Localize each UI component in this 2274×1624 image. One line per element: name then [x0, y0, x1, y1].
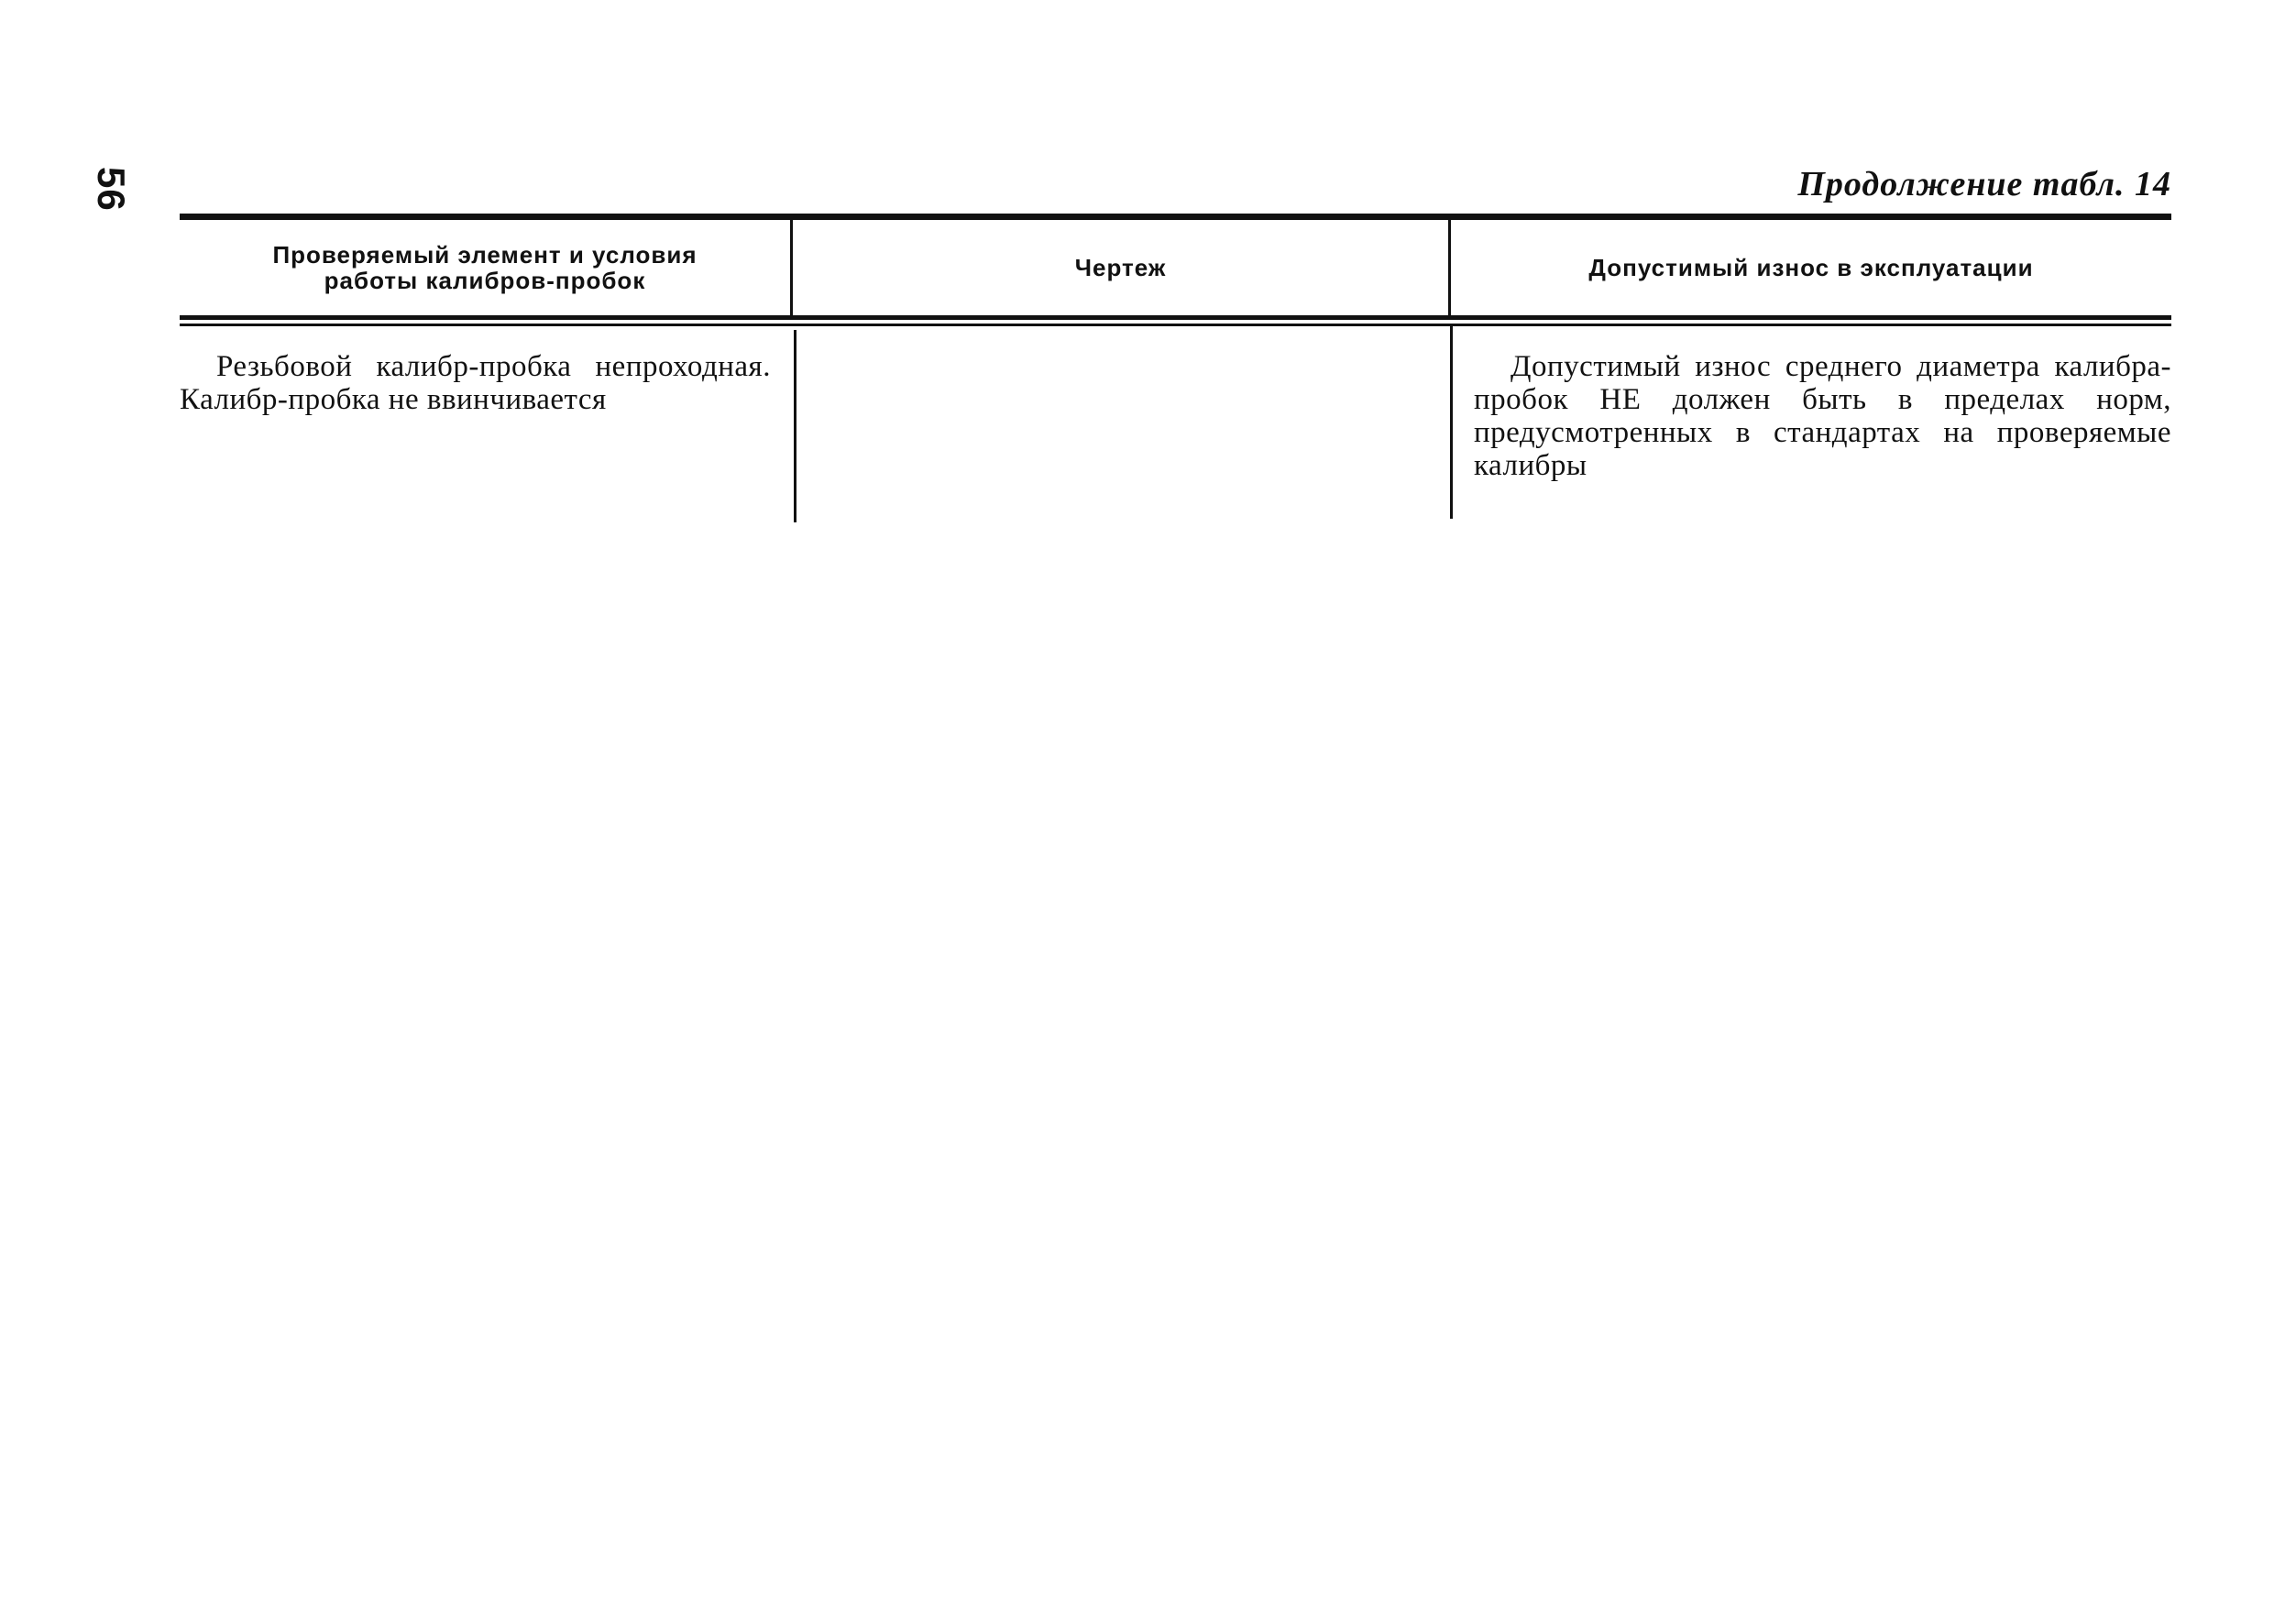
page-number: 56	[90, 167, 133, 212]
table-header-rule	[180, 315, 2171, 320]
table-top-rule	[180, 214, 2171, 220]
cell-drawing	[797, 350, 1439, 359]
column-divider-2-body	[1450, 326, 1453, 519]
cell-allowed-wear: Допустимый износ среднего диаметра калибра-пробок НЕ должен быть в пределах норм, предусмотренных в стандартах на проверяемые калибры	[1474, 350, 2171, 482]
table-caption: Продолжение табл. 14	[1797, 165, 2171, 203]
header-checked-element-text: Проверяемый элемент и условия работы калибров-пробок	[272, 241, 698, 294]
column-divider-1-body	[794, 330, 796, 522]
table-header-rule-secondary	[180, 324, 2171, 326]
header-drawing	[793, 220, 1448, 315]
header-drawing-text: Чертеж	[1074, 254, 1167, 281]
header-allowed-wear	[1451, 220, 2171, 315]
header-allowed-wear-text: Допустимый износ в эксплуатации	[1588, 254, 2034, 281]
header-checked-element	[180, 220, 790, 315]
cell-checked-element: Резьбовой калибр-пробка непроходная. Калибр-пробка не ввинчивается	[180, 350, 771, 416]
